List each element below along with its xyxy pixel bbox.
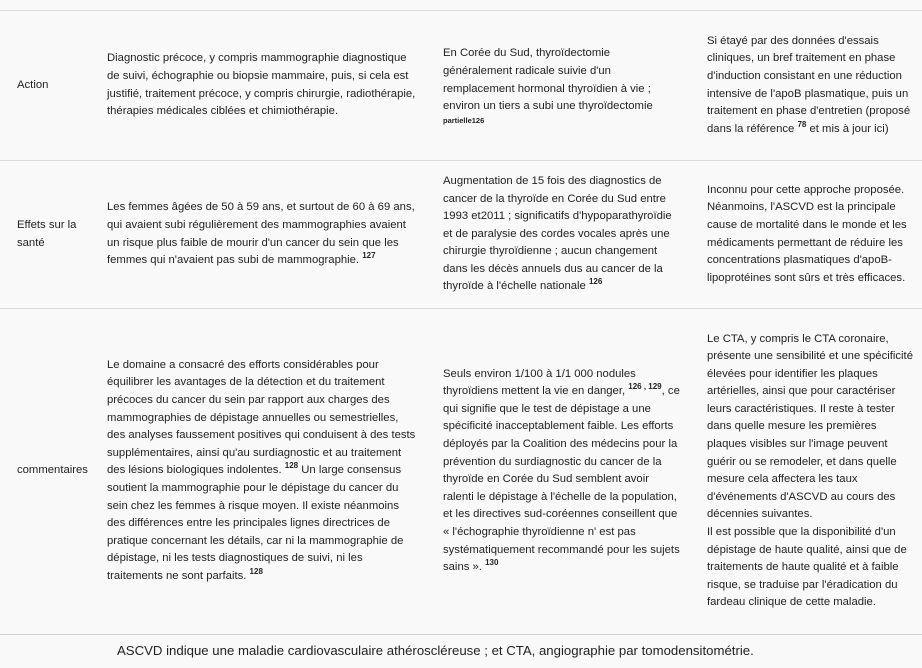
reference: 78 — [797, 119, 807, 129]
cell-thyroid-effects: Augmentation de 15 fois des diagnostics de cancer de la thyroïde en Corée du Sud entre 1993 et2011 ; significatifs d'hypoparathyroïdie et de paralysie des cordes vocales après une chirurgie thyroïdienne ; aucun changement dans les décès annuels dus au cancer de la thyroïde à l'échelle nationale $^{126}$ — [438, 161, 700, 309]
row-label: commentaires — [0, 309, 103, 634]
reference: 130 — [485, 558, 499, 568]
reference: 126 — [588, 277, 603, 287]
reference: 127 — [362, 251, 376, 261]
cell-ascvd-action: Si étayé par des données d'essais cliniques, un bref traitement en phase d'induction consistant en une réduction intensive de l'apoB plasmatique, puis un traitement en phase d'entretien (proposé dans la référence $^{78}$ et mis à jour ici) — [700, 11, 922, 161]
cell-ascvd-effects: Inconnu pour cette approche proposée. Néanmoins, l'ASCVD est la principale cause de mortalité dans le monde et les médicaments permettant de réduire les concentrations plasmatiques d'apoB-lipoprotéines sont sûrs et très efficaces. — [700, 161, 922, 309]
cell-thyroid-comments: Seuls environ 1/100 à 1/1 000 nodules thyroïdiens mettent la vie en danger, $^{126 , 129}$, ce qui signifie que le test de dépistage a une spécificité inacceptablement faible. Les efforts déployés par la Coalition des médecins pour la prévention du surdiagnostic du cancer de la thyroïde en Corée du Sud semblent avoir ralenti le dépistage à l'échelle de la population, et les directives sud-coréennes conseillent que « l'échographie thyroïdienne n' est pas systématiquement recommandé pour les sujets sains ». $^{130}$ — [438, 309, 700, 634]
cell-thyroid-action: En Corée du Sud, thyroïdectomie généralement radicale suivie d'un remplacement hormonal thyroïdien à vie ; environ un tiers a subi une thyroïdectomie partielle126 — [438, 11, 700, 161]
row-label: Action — [0, 11, 103, 161]
reference: 128 — [249, 567, 263, 577]
cell-ascvd-comments: Le CTA, y compris le CTA coronaire, présente une sensibilité et une spécificité élevées pour identifier les plaques artérielles, ainsi que pour caractériser leurs caractéristiques. Il reste à tester dans quelle mesure les premières plaques visibles sur l'image peuvent guérir ou se remodeler, et dans quelle mesure cela affectera les taux d'événements d'ASCVD au cours des décennies suivantes. Il est possible que la disponibilité d'un dépistage de haute qualité, ainsi que de traitements de haute qualité et à faible risque, se traduise par l'éradication du fardeau clinique de cette maladie. — [700, 309, 922, 634]
reference: 128 — [284, 461, 299, 471]
reference: 126 , 129 — [628, 382, 662, 392]
comparison-table — [0, 10, 922, 634]
table-row-comments — [0, 309, 922, 634]
cell-mammography-effects: Les femmes âgées de 50 à 59 ans, et surtout de 60 à 69 ans, qui avaient subi régulièrement des mammographies avaient un risque plus faible de mourir d'un cancer du sein que les femmes qui n'avaient pas subi de mammographie. $^{127}$ — [103, 161, 438, 309]
table-row-action — [0, 11, 922, 161]
row-label: Effets sur la santé — [0, 161, 103, 309]
cell-mammography-comments: Le domaine a consacré des efforts considérables pour équilibrer les avantages de la détection et du traitement précoces du cancer du sein par rapport aux charges des mammographies de dépistage annuelles ou semestrielles, des analyses faussement positives qui conduisent à des tests supplémentaires, ainsi qu'au surdiagnostic et au traitement des lésions biologiques indolentes. $^{128}$ Un large consensus soutient la mammographie pour le dépistage du cancer du sein chez les femmes à risque moyen. Il existe néanmoins des différences entre les principales lignes directrices de pratique concernant les détails, car ni la mammographie de dépistage, ni les tests diagnostiques de suivi, ni les traitements ne sont parfaits. $^{128}$ — [103, 309, 438, 634]
table-footnote: ASCVD indique une maladie cardiovasculaire athéroscléreuse ; et CTA, angiographie par tomodensitométrie. — [0, 634, 922, 667]
reference: partielle126 — [443, 115, 485, 125]
cell-mammography-action: Diagnostic précoce, y compris mammographie diagnostique de suivi, échographie ou biopsie mammaire, puis, si cela est justifié, traitement précoce, y compris chirurgie, radiothérapie, thérapies médicales ciblées et chimiothérapie. — [103, 11, 438, 161]
table-row-health-effects — [0, 161, 922, 309]
